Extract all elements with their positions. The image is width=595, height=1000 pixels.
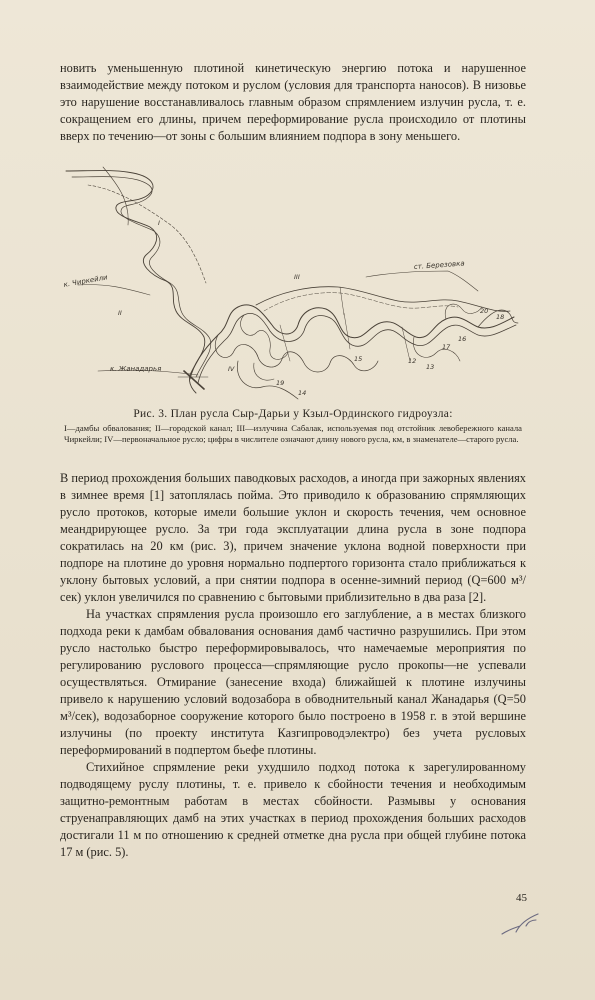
river-right-loop-b (413, 337, 460, 361)
text-lower (60, 470, 526, 861)
river-plan-figure (58, 165, 528, 405)
channel-upper-left (103, 167, 128, 225)
map-number-12: 12 (408, 357, 417, 365)
map-roman-iv: IV (228, 365, 235, 373)
label-chirkeili: к. Чиркейли (62, 273, 109, 289)
map-number-20: 20 (480, 307, 489, 315)
paragraph-2: На участках спрямления русла произошло его заглубление, а в местах близкого подхода реки к дамбам обвалования основания дамб частично разрушились. При этом русло настолько быстро переформировывалось, что намечаемые мероприятия по регулированию руслового процесса—спрямляющие русло прокопы—не успевали осуществляться. Отмирание (занесение входа) ближайшей к плотине излучины привело к нарушению условий водозабора в обводнительный канал Жанадарья (Q=50 м³/сек), водозаборное сооружение которого было построено в 1958 г. в этой вершине излучины (по проекту института Казгипроводэлектро) без учета русловых переформирований в подпертом бьефе плотины. (60, 607, 526, 757)
river-loop-south-b (254, 363, 274, 380)
paragraph-top: новить уменьшенную плотиной кинетическую энергию потока и нарушенное взаимодействие между потоком и руслом (условия для транспорта наносов). В низовье это нарушение восстанавливалось главным образом спрямлением излучин русла, т. е. сокращением его длины, причем переформирование русла происходило от плотины вверх по течению—от зоны с большим влиянием подпора в зону меньшего. (60, 61, 526, 143)
paragraph-3: Стихийное спрямление реки ухудшило подход потока к зарегулированному подводящему руслу плотины, т. е. привело к сбойности течения и необходимым защитно-ремонтным работам в местах сбойности. Размывы у основания струенаправляющих дамб на этих участках в период прохождения больших расходов достигали 11 м по отношению к средней отметке дна русла при общей глубине потока 17 м (рис. 5). (60, 760, 526, 859)
map-number-17: 17 (442, 343, 451, 351)
dike-lower-long (256, 287, 510, 312)
leader-berezovka (366, 271, 478, 291)
map-number-14: 14 (298, 389, 307, 397)
dike-lower-long-b (264, 293, 458, 311)
text-top (60, 60, 526, 145)
paragraph-1: В период прохождения больших паводковых расходов, а иногда при зажорных явлениях в зимнее время [1] затоплялась пойма. Это приводило к образованию спрямляющих русло протоков, которые имели большие уклон и скорость течения, чем основное меандрирующее русло. За три года эксплуатации длина русла в зоне подпора сократилась на 20 км (рис. 3), причем значение уклона водной поверхности при подпоре на плотине до уровня нормально подпертого горизонта стало приближаться к уклону бытовых условий, а при снятии подпора в осенне-зимний период (Q=600 м³/сек) уклон увеличился по сравнению с бытовыми приблизительно в два раза [2]. (60, 471, 526, 604)
cross-channel-1 (280, 325, 290, 361)
caption-title: Рис. 3. План русла Сыр-Дарьи у Кзыл-Ординского гидроузла: (133, 408, 453, 420)
cross-channel-3 (402, 327, 410, 361)
river-lower-bank-b (198, 313, 516, 383)
pencil-mark (498, 908, 544, 938)
cross-channel-4 (340, 287, 344, 315)
map-roman-iii: III (294, 273, 300, 281)
river-loops-meander (215, 335, 378, 372)
page-number: 45 (516, 892, 527, 904)
river-loops-inner (241, 315, 288, 359)
map-number-18: 18 (496, 313, 505, 321)
map-number-16: 16 (458, 335, 467, 343)
leader-chirkeili (78, 285, 150, 295)
cross-channel-2 (344, 313, 350, 349)
label-zhanadarya: к. Жанадарья (110, 365, 162, 373)
river-right-loop (445, 304, 482, 319)
caption-body: I—дамбы обвалования; II—городской канал; III—излучина Сабалак, используемая под отстойник левобережного канала Чиркейли; IV—первоначальное русло; цифры в числителе означают длину нового русла, км, в знаменателе—старого русла. (64, 423, 522, 444)
map-number-13: 13 (426, 363, 435, 371)
map-roman-ii: II (118, 309, 122, 317)
label-berezovka: ст. Березовка (413, 259, 465, 271)
map-number-19: 19 (276, 379, 285, 387)
map-roman-i: I (158, 219, 160, 227)
map-number-15: 15 (354, 355, 363, 363)
figure-caption (60, 407, 526, 445)
